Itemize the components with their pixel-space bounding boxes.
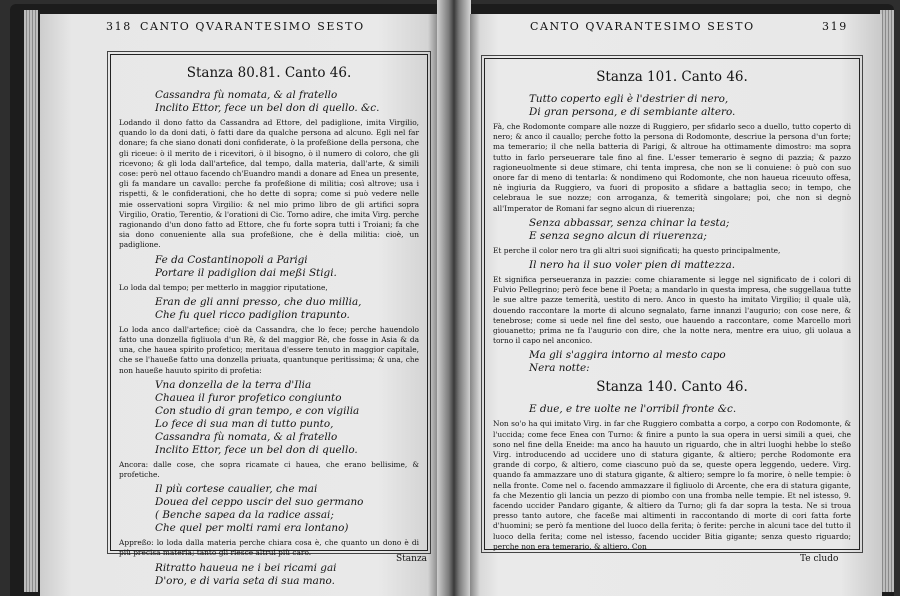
verse-line: Tutto coperto egli è l'destrier di nero, xyxy=(529,93,729,105)
verse-line: E due, e tre uolte ne l'orribil fronte &c. xyxy=(529,403,737,416)
commentary-paragraph: Lodando il dono fatto da Cassandra ad Ettore, del padiglione, imita Virgilio, quando lo da doni dati, ò fatti dare da qualche persona ad alcuno. Egli nel far donare; fa che siano donati doni confiderate, ò la profeßione della persona, che gli riceue: ò il merito de i ricevitori, ò il bisogno, ò il numero di coloro, che gli ricevono; & gli loda dall'artefice, dal tempo, dalla materia, dall'arte, & simili cose: però nel ottauo facendo ch'Euandro mandi a donare ad Enea un presente, gli fa mandare un cavallo: perche fa profeßione di militia; così altrove; usa i rispetti, & le confiderationi, che ho dette di sopra; come si può vedere nelle mie osservationi sopra Virgilio: & nel mio primo libro de gli artifici sopra Virgilio, Oratio, Terentio, & l'orationi di Cic. Torno adire, che imita Virg. perche ragionando d'un dono fatto ad Ettore, che fu forte sopra tutti i Troiani; fa che sia dono conueniente alla sua profeßione, che è della militia: cioè, un padiglione. xyxy=(119,118,419,250)
verse-line: Che quel per molti rami era lontano) xyxy=(155,522,349,535)
commentary-paragraph: Non so'o ha qui imitato Virg. in far che Ruggiero combatta a corpo, a corpo con Rodomonte, & l'uccida; come fece Enea con Turno: & finire a punto la sua opera in uersi simili a quei, che sono nel fine della Eneide: ma anco ha hauuto un riguardo, che in altri luoghi hebbe lo steßo Virg. introducendo ad uccidere uno di statura gigante, & altiero; perche Rodomonte era grande di corpo, & altiero, come ciascuno può da se, queste opera leggendo, uedere. Virg. quando fa ammazzare uno di statura gigante, & altiero; sempre lo fa morire, ò nelle tempie: ò nella fronte. Come nel o. facendo ammazzare il figliuolo di Arcente, che era di statura gigante, fa che Mezentio gli lancia un pezzo di piombo con una fromba nelle tempie. Et nel istesso, 9. facendo uccider Pandaro gigante, & altiero da Turno; gli fa dar sopra la testa. Ne si troua presso tanto autore, che faceße mai altimenti in raccontando di morte di cori fatta forte d'huomini; se però fa mentione del luoco della ferita; ò ferite: perche in alcuni tace del tutto il luoco della ferita; come nel istesso, facendo uccider Bitia gigante; senza questo riguardo; perche non era temerario, & altiero. Con xyxy=(493,419,851,551)
verse-line: Cassandra fù nomata, & al fratello xyxy=(155,89,338,101)
right-page-edges xyxy=(880,10,894,592)
verse-line: Il più cortese caualier, che mai xyxy=(155,483,318,496)
left-content xyxy=(119,61,419,587)
verse-line: Eran de gli anni presso, che duo millia, xyxy=(155,295,362,308)
commentary-paragraph: Ancora: dalle cose, che sopra ricamate ci hauea, che erano bellisime, & profetiche. xyxy=(119,459,419,480)
commentary-paragraph: Appreßo: lo loda dalla materia perche chiara cosa è, che quanto un dono è di più precisa materia; tanto gli riesce altrui più caro. xyxy=(119,538,419,558)
verse-line: Ma gli s'aggira intorno al mesto capo xyxy=(529,349,726,362)
verse-line: Cassandra fù nomata, & al fratello xyxy=(155,430,338,443)
left-header xyxy=(40,20,438,40)
verse-line: Vna donzella de la terra d'Ilia xyxy=(155,378,312,391)
verse-line: Inclito Ettor, fece un bel don di quello. &c. xyxy=(155,102,380,114)
verse-line: Chauea il furor profetico congiunto xyxy=(155,391,342,404)
commentary-paragraph: Et perche il color nero tra gli altri suoi significati; ha questo principalmente, xyxy=(493,245,781,255)
verse-line: Ritratto haueua ne i bei ricami gai xyxy=(155,561,337,574)
right-header xyxy=(470,20,882,40)
left-page-edges xyxy=(24,10,38,592)
verse-line: Fe da Costantinopoli a Parigi xyxy=(155,253,308,266)
commentary-paragraph: Lo loda dal tempo; per metterlo in maggior riputatione, xyxy=(119,282,328,292)
verse-line: Che fu quel ricco padiglion trapunto. xyxy=(155,308,350,321)
verse-line: Senza abbassar, senza chinar la testa; xyxy=(529,216,730,229)
right-text-frame xyxy=(484,58,860,550)
verse-line: Portare il padiglion dai meßi Stigi. xyxy=(155,266,337,279)
commentary-paragraph: Lo loda anco dall'artefice; cioè da Cassandra, che lo fece; perche hauendolo fatto una donzella figliuola d'un Rè, & del maggior Rè, che fosse in Asia & da una, che hauea spirito profetico; meritaua d'essere tenuto in maggior capitale, che se l'haueße fatto una donzella priuata, quantunque peritissima; & una, che non haueße hauuto spirito di profetia: xyxy=(119,324,419,375)
right-stanza-title-2: Stanza 140. Canto 46. xyxy=(596,379,748,396)
left-text-frame xyxy=(110,54,428,587)
verse-line: Il nero ha il suo voler pien di mattezza. xyxy=(529,259,736,272)
verse-line: Con studio di gran tempo, e con vigilia xyxy=(155,404,360,417)
right-stanza-title: Stanza 101. Canto 46. xyxy=(596,69,748,85)
verse-line: E senza segno alcun di riuerenza; xyxy=(529,229,707,242)
right-catchword: Te cludo xyxy=(800,554,839,564)
verse-line: Nera notte: xyxy=(529,362,590,375)
right-running-head: CANTO QVARANTESIMO SESTO xyxy=(530,20,755,33)
commentary-paragraph: Et significa perseueranza in pazzie: come chiaramente si legge nel significato de i colori di Fulvio Pellegrino; però fece bene il Poeta; a mandarlo in questa impresa, che suggellaua tutte le sue altre pazze temerità, uestito di nero. Anco in questo ha imitato Virgilio; il quale ulà, douendo raccontare la morte di alcuno segnalato, farne innanzi l'augurio; con cose nere, & tenebrose; come si uede nel fine del sesto, oue hauendo a raccontare, come Marcello morì giouanetto; prima ne fa l'augurio con dire, che la notte nera, mentre era uiuo, gli uolaua a torno il capo nel anconico. xyxy=(493,275,851,346)
left-page xyxy=(40,14,438,596)
verse-line: Lo fece di sua man di tutto punto, xyxy=(155,417,334,430)
book-gutter xyxy=(437,0,471,596)
left-catchword: Stanza xyxy=(396,554,428,564)
right-page xyxy=(470,14,882,596)
right-gutter-shadow xyxy=(470,14,480,596)
commentary-paragraph: Fà, che Rodomonte compare alle nozze di Ruggiero, per sfidarlo seco a duello, tutto coperto di nero; & anco il cauallo; perche fotto la persona di Rodomonte, descriue la persona d'un forte; ma temerario; il che nella batteria di Parigi, & altroue ha ottimamente dimostro: ma sopra tutto in farlo perseuerare tale fino al fine. L'esser temerario è segno di pazzia; & pazzo ragioneuolmente si deue stimare, chi tenta impresa, che non se li conuiene: ò può con suo onore far di meno di tentarla: & nondimeno qui Rodomonte, che non haueua riceuuto offesa, nè ingiuria da Ruggiero, va fuori di proposito a sfidare a battaglia seco; in tempo, che celebraua le sue nozze; con arroganza, & temerità singolare; poi, che non si degnò all'Imperator de Romani far segno alcun di riuerenza; xyxy=(493,122,851,213)
right-content xyxy=(493,65,851,549)
left-stanza-title: Stanza 80.81. Canto 46. xyxy=(186,65,352,81)
verse-line: D'oro, e di varia seta di sua mano. xyxy=(155,574,335,587)
left-folio: 318 xyxy=(106,20,132,33)
verse-line: Inclito Ettor, fece un bel don di quello. xyxy=(155,443,358,456)
verse-line: Di gran persona, e di sembiante altero. xyxy=(529,106,736,118)
verse-line: Douea del ceppo uscir del suo germano xyxy=(155,496,364,509)
right-folio: 319 xyxy=(822,20,848,33)
left-running-head: CANTO QVARANTESIMO SESTO xyxy=(140,20,365,33)
verse-line: ( Benche sapea da la radice assai; xyxy=(155,509,334,522)
